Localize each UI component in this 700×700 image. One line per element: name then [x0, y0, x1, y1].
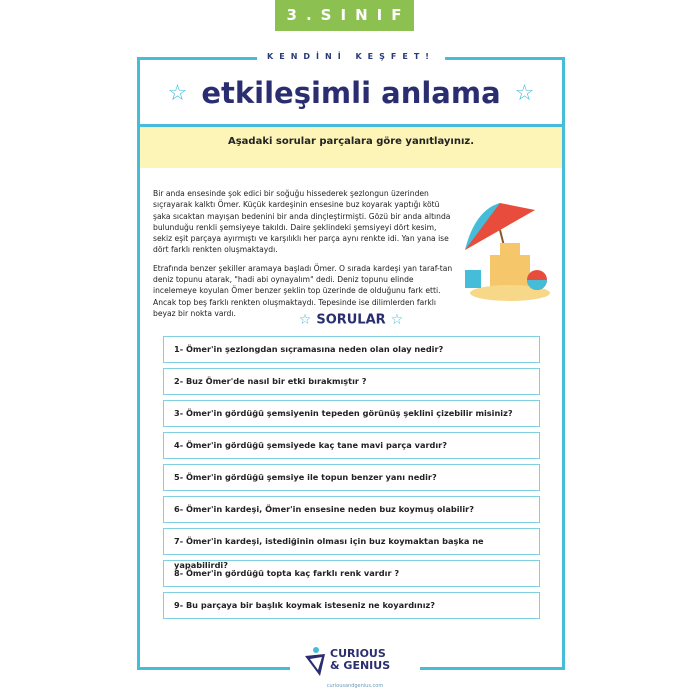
question-box: 1- Ömer'in şezlongdan sıçramasına neden olan olay nedir? — [163, 336, 540, 363]
grade-badge: 3.SINIF — [275, 0, 414, 31]
paragraph: Bir anda ensesinde şok edici bir soğuğu hissederek şezlongun üzerinden sıçrayarak kalktı Ömer. Küçük kardeşinin ensesine buz koyarak yaptığı kötü şaka sıcaktan mayışan bedenini bir anda dinçleştirmişti. Gözü bir anda altında bulunduğu renkli şemsiyeye takıldı. Daire şeklindeki şemsiyeyi dört kesim, sekiz eşit parçaya ayırmıştı ve karşılıklı her parça aynı renkte idi. Yan yana ise dört farklı renkten oluşmaktaydı. — [153, 189, 451, 255]
instruction: Aşadaki sorular parçalara göre yanıtlayınız. — [227, 136, 474, 147]
star-icon: ☆ — [298, 312, 312, 328]
question-box: 4- Ömer'in gördüğü şemsiyede kaç tane mavi parça vardır? — [163, 432, 540, 459]
star-icon: ☆ — [514, 80, 535, 106]
star-icon: ☆ — [390, 312, 404, 328]
story-text — [153, 188, 453, 326]
questions-heading: ☆ SORULAR ☆ — [298, 312, 404, 328]
scallop-decoration — [140, 162, 562, 174]
brand-url: curiousandgenius.com — [326, 683, 384, 689]
instruction-band — [140, 124, 562, 168]
brand-name: CURIOUS & GENIUS — [330, 647, 391, 672]
question-box: 5- Ömer'in gördüğü şemsiye ile topun benzer yanı nedir? — [163, 464, 540, 491]
kicker: KENDİNİ KEŞFET! — [257, 52, 445, 61]
brand-logo — [290, 640, 420, 690]
mascot-icon — [302, 644, 328, 678]
star-icon: ☆ — [167, 80, 188, 106]
page-title: etkileşimli anlama — [201, 76, 501, 110]
title-row — [140, 76, 562, 110]
beach-illustration — [455, 195, 555, 305]
question-box: 9- Bu parçaya bir başlık koymak isteseniz ne koyardınız? — [163, 592, 540, 619]
question-box: 2- Buz Ömer'de nasıl bir etki bırakmıştır ? — [163, 368, 540, 395]
question-box: 3- Ömer'in gördüğü şemsiyenin tepeden görünüş şeklini çizebilir misiniz? — [163, 400, 540, 427]
question-box: 8- Ömer'in gördüğü topta kaç farklı renk vardır ? — [163, 560, 540, 587]
question-box: 7- Ömer'in kardeşi, istediğinin olması için buz koymaktan başka ne yapabilirdi? — [163, 528, 540, 555]
paragraph: Etrafında benzer şekiller aramaya başladı Ömer. O sırada kardeşi yan taraf-tan deniz topunu atarak, "hadi abi oynayalım" dedi. Deniz topunu elinde incelemeye koyulan Ömer benzer şeklin top üzerinde de olduğunu fark etti. Ancak top beş farklı renkten oluşmaktaydı. Tepesinde ise dilimlerden farklı beyaz bir nokta vardı. — [153, 263, 453, 318]
question-box: 6- Ömer'in kardeşi, Ömer'in ensesine neden buz koymuş olabilir? — [163, 496, 540, 523]
worksheet-frame — [137, 52, 565, 670]
